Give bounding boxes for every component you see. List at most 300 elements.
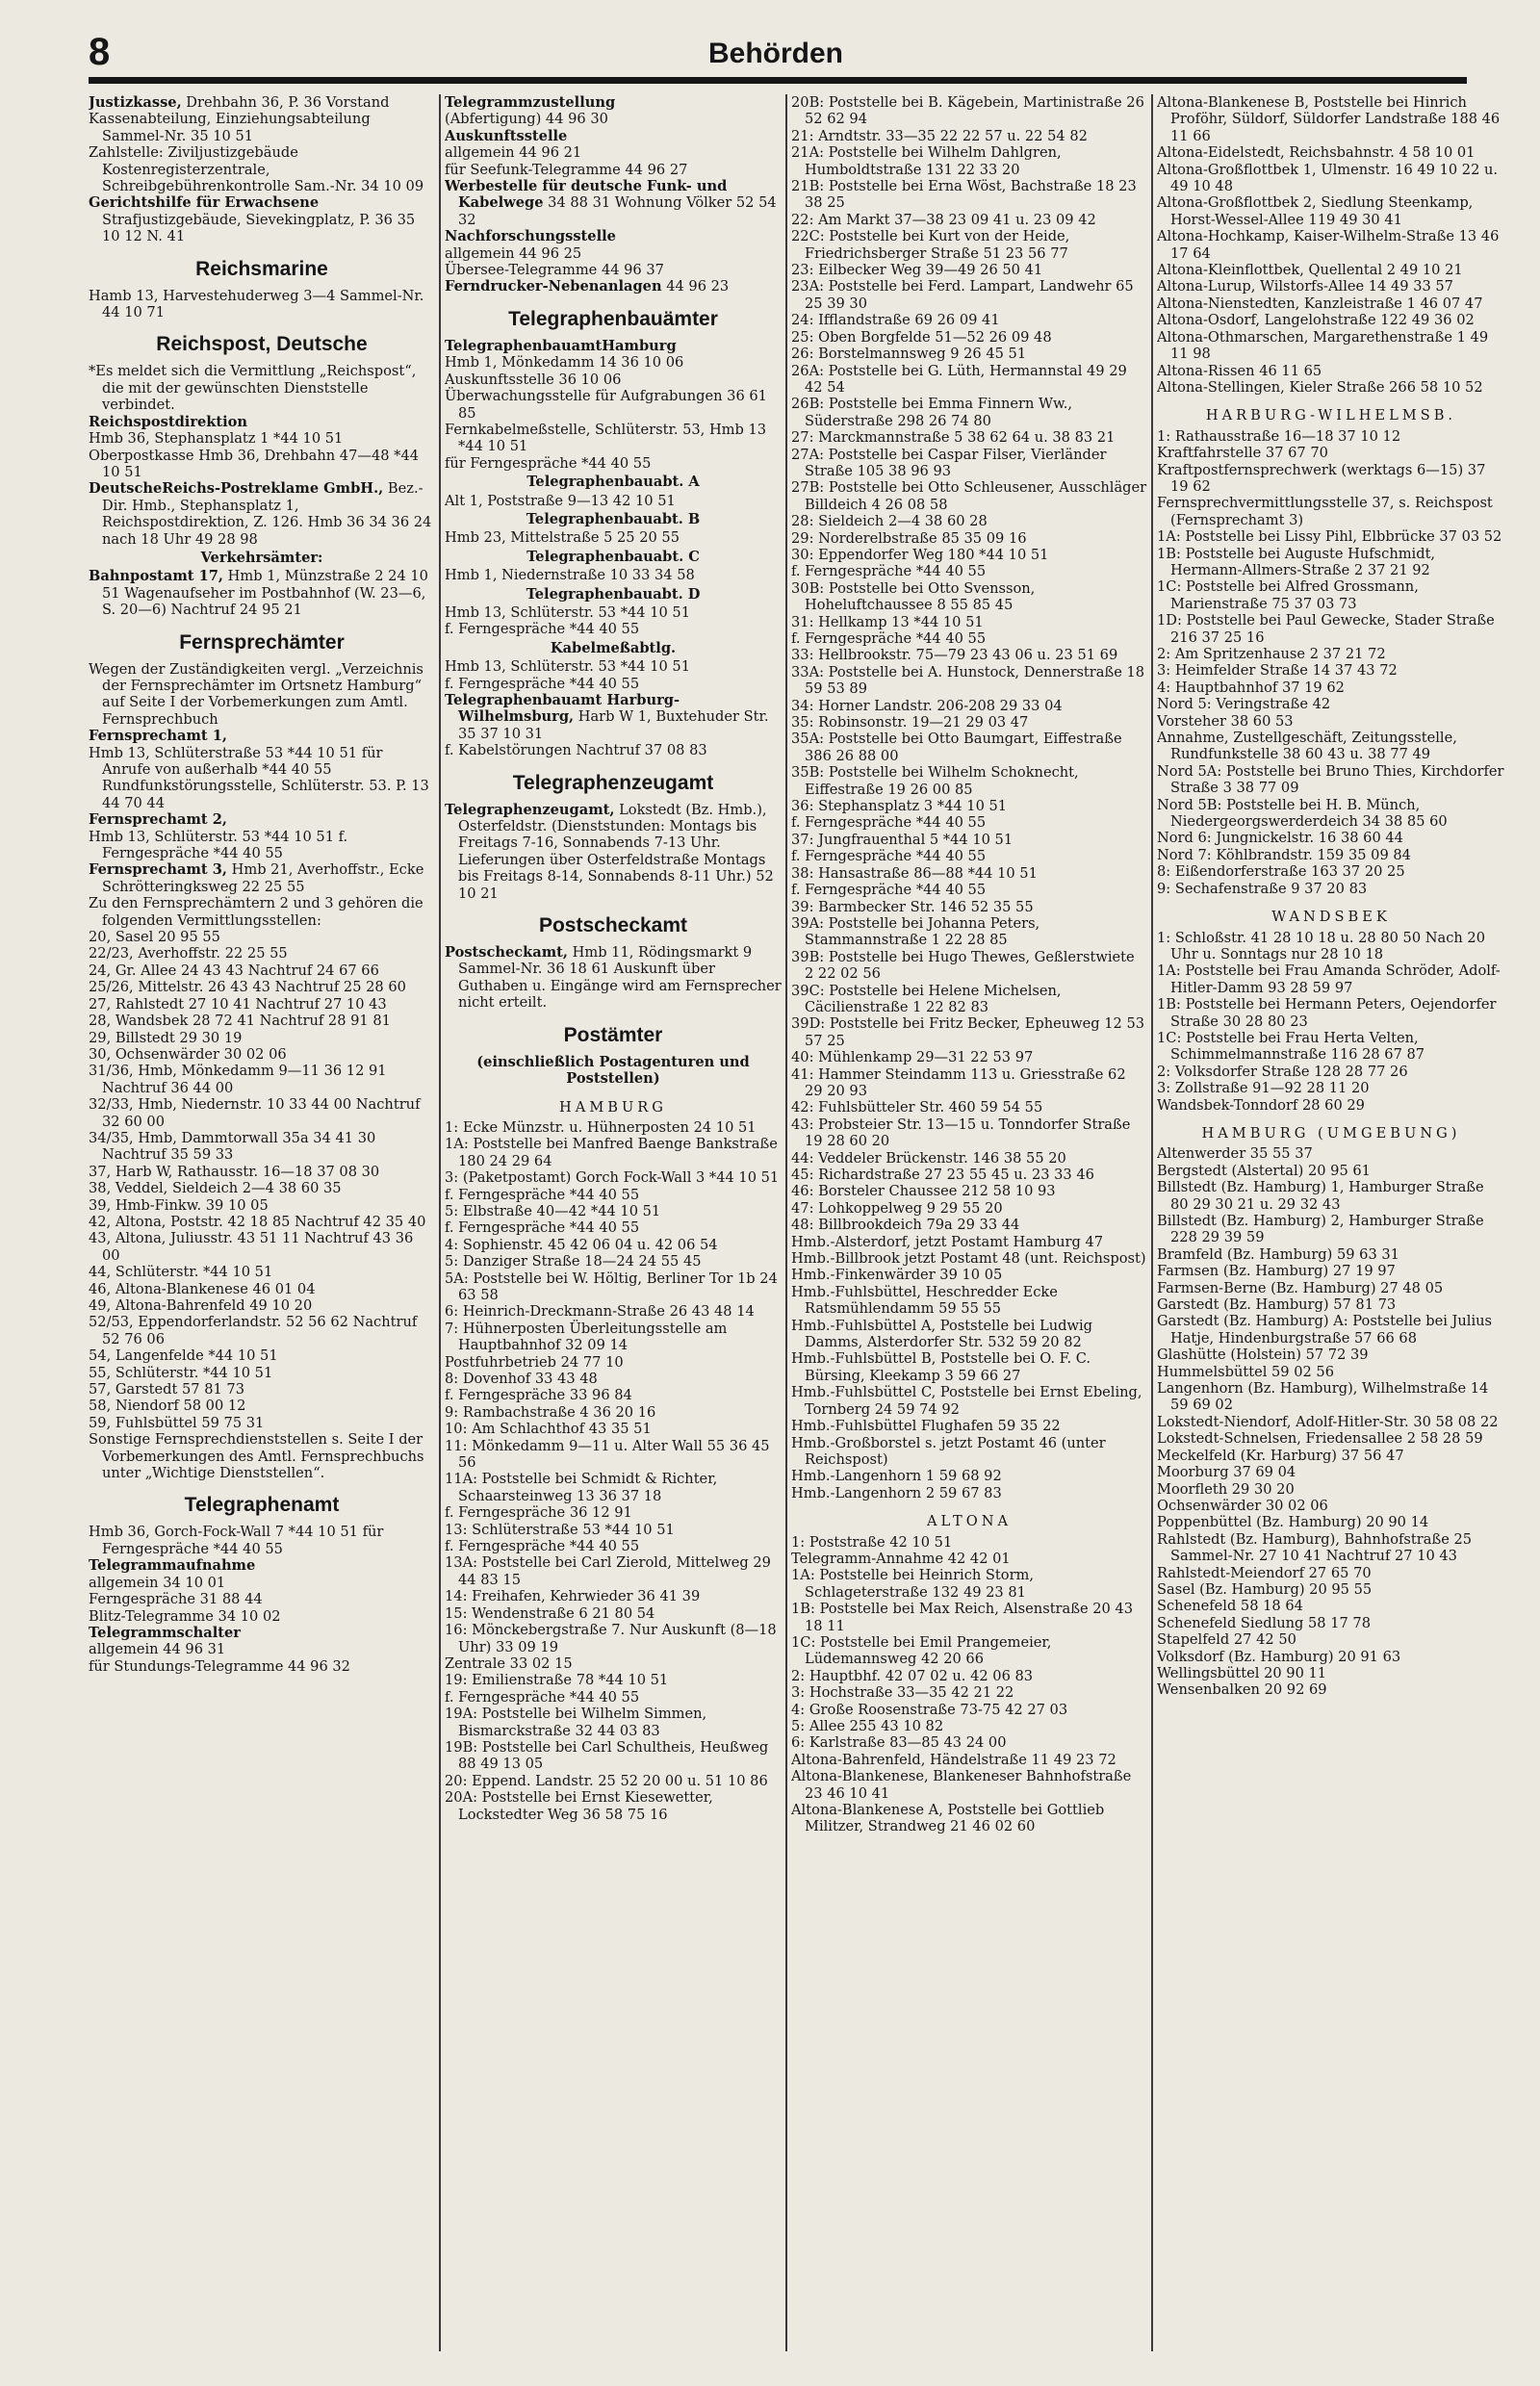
directory-entry	[1157, 830, 1505, 846]
directory-entry	[791, 580, 1147, 614]
directory-entry	[445, 1438, 782, 1472]
directory-entry	[89, 1013, 435, 1029]
directory-entry	[1157, 1649, 1505, 1665]
entry-text: *Es meldet sich die Vermittlung „Reichspost“, die mit der gewünschten Dienststelle verbindet.	[89, 363, 417, 414]
directory-entry	[791, 1234, 1147, 1250]
entry-text: Nord 5: Veringstraße 42	[1157, 696, 1331, 713]
directory-entry	[445, 178, 782, 228]
entry-text: Kraftfahrstelle 37 67 70	[1157, 445, 1328, 462]
directory-entry	[791, 513, 1147, 529]
directory-entry	[791, 563, 1147, 579]
directory-entry	[445, 338, 782, 354]
entry-text: f. Ferngespräche *44 40 55	[791, 563, 987, 580]
subheading: Telegraphenbauabt. A	[526, 474, 700, 491]
directory-entry	[1157, 730, 1505, 763]
entry-text: allgemein 34 10 01	[89, 1574, 226, 1591]
entry-text: Drehbahn 36, P. 36 Vorstand	[181, 94, 390, 111]
section-heading: Telegraphenzeugamt	[512, 771, 714, 794]
directory-entry	[89, 448, 435, 481]
directory-entry	[791, 1217, 1147, 1233]
directory-entry	[445, 692, 782, 742]
entry-text: Hmb 36, Stephansplatz 1 *44 10 51	[89, 430, 344, 448]
entry-text: 29: Norderelbstraße 85 35 09 16	[791, 529, 1027, 547]
entry-text: 1A: Poststelle bei Frau Amanda Schröder, Adolf-Hitler-Damm 93 28 59 97	[1157, 962, 1501, 996]
directory-entry	[89, 1046, 435, 1063]
entry-text: Hmb 36, Gorch-Fock-Wall 7 *44 10 51 für Ferngespräche *44 40 55	[89, 1524, 384, 1557]
entry-text: Altona-Blankenese A, Poststelle bei Gottlieb Militzer, Strandweg 21 46 02 60	[791, 1802, 1105, 1835]
directory-entry	[445, 1655, 782, 1672]
directory-entry	[445, 1253, 782, 1270]
directory-entry	[1157, 847, 1505, 863]
entry-text: 4: Sophienstr. 45 42 06 04 u. 42 06 54	[445, 1236, 718, 1253]
directory-entry	[791, 798, 1147, 814]
directory-entry	[1157, 1631, 1505, 1648]
directory-entry	[445, 1303, 782, 1320]
entry-text: Billstedt (Bz. Hamburg) 1, Hamburger Straße 80 29 30 21 u. 29 32 43	[1157, 1179, 1484, 1213]
entry-text: 30B: Poststelle bei Otto Svensson, Hoheluftchaussee 8 55 85 45	[791, 579, 1036, 614]
directory-entry	[1157, 262, 1505, 278]
entry-text: 1C: Poststelle bei Emil Prangemeier, Lüdemannsweg 42 20 66	[791, 1633, 1052, 1668]
directory-entry	[791, 764, 1147, 798]
directory-entry	[1157, 144, 1505, 161]
directory-entry	[445, 1203, 782, 1219]
directory-entry	[445, 388, 782, 422]
directory-entry	[89, 895, 435, 929]
directory-entry	[445, 128, 782, 144]
entry-text: 7: Hühnerposten Überleitungsstelle am Hauptbahnhof 32 09 14	[445, 1320, 728, 1354]
directory-entry	[791, 1267, 1147, 1283]
entry-text: f. Ferngespräche 36 12 91	[445, 1504, 632, 1522]
entry-text: Annahme, Zustellgeschäft, Zeitungsstelle, Rundfunkstelle 38 60 43 u. 38 77 49	[1157, 730, 1457, 763]
directory-entry	[1157, 1514, 1505, 1530]
directory-entry	[89, 1557, 435, 1574]
directory-entry	[791, 731, 1147, 764]
directory-entry	[1157, 462, 1505, 496]
entry-text: 1A: Poststelle bei Heinrich Storm, Schlageterstraße 132 49 23 81	[791, 1567, 1035, 1601]
directory-entry	[791, 447, 1147, 480]
header-rule	[89, 77, 1467, 84]
directory-entry	[1157, 863, 1505, 880]
entry-text: f. Ferngespräche *44 40 55	[791, 814, 987, 832]
entry-text: Nord 7: Köhlbrandstr. 159 35 09 84	[1157, 846, 1411, 863]
page-header	[89, 29, 1463, 75]
entry-text: 19A: Poststelle bei Wilhelm Simmen, Bismarckstraße 32 44 03 83	[445, 1706, 707, 1739]
page-title: Behörden	[707, 38, 843, 69]
entry-name: Telegraphenzeugamt,	[445, 801, 615, 818]
entry-text: 47: Lohkoppelweg 9 29 55 20	[791, 1199, 1003, 1217]
entry-text: Altona-Großflottbek 2, Siedlung Steenkamp, Horst-Wessel-Allee 119 49 30 41	[1157, 194, 1474, 228]
directory-entry	[1157, 228, 1505, 262]
directory-entry	[791, 915, 1147, 949]
directory-entry	[89, 1096, 435, 1130]
entry-text: Zu den Fernsprechämtern 2 und 3 gehören die folgenden Vermittlungsstellen:	[89, 895, 424, 929]
entry-text: Altona-Hochkamp, Kaiser-Wilhelm-Straße 13 46 17 64	[1157, 228, 1500, 262]
entry-text: Fernsprechvermittlungsstelle 37, s. Reichspost (Fernsprechamt 3)	[1157, 495, 1493, 528]
entry-text: 2: Volksdorfer Straße 128 28 77 26	[1157, 1063, 1408, 1080]
entry-text: 28, Wandsbek 28 72 41 Nachtruf 28 91 81	[89, 1013, 391, 1030]
entry-text: 4: Hauptbahnhof 37 19 62	[1157, 679, 1345, 696]
directory-entry	[445, 422, 782, 455]
directory-entry	[791, 983, 1147, 1016]
directory-entry	[89, 1415, 435, 1431]
entry-text: 13A: Poststelle bei Carl Zierold, Mittelweg 29 44 83 15	[445, 1554, 771, 1588]
directory-entry	[791, 882, 1147, 898]
entry-name: Fernsprechamt 2,	[89, 811, 227, 829]
entry-text: 48: Billbrookdeich 79a 29 33 44	[791, 1217, 1020, 1234]
directory-entry	[445, 455, 782, 472]
directory-entry	[445, 1119, 782, 1136]
directory-entry	[1157, 1448, 1505, 1464]
entry-text: 35A: Poststelle bei Otto Baumgart, Eiffestraße 386 26 88 00	[791, 731, 1122, 764]
entry-text: Altona-Großflottbek 1, Ulmenstr. 16 49 10 22 u. 49 10 48	[1157, 161, 1499, 195]
directory-entry	[791, 1534, 1147, 1551]
entry-text: 20A: Poststelle bei Ernst Kiesewetter, Lockstedter Weg 36 58 75 16	[445, 1789, 713, 1823]
entry-text: Altona-Othmarschen, Margarethenstraße 1 49 11 98	[1157, 328, 1489, 363]
directory-entry	[791, 94, 1147, 128]
directory-entry	[89, 745, 435, 812]
entry-text: 35B: Poststelle bei Wilhelm Schoknecht, Eiffestraße 19 26 00 85	[791, 764, 1079, 798]
directory-entry	[791, 128, 1147, 144]
directory-entry	[445, 1522, 782, 1538]
entry-text: Strafjustizgebäude, Sievekingplatz, P. 36 35 10 12 N. 41	[102, 211, 416, 245]
entry-text: 1B: Poststelle bei Hermann Peters, Oejendorfer Straße 30 28 80 23	[1157, 996, 1497, 1030]
directory-entry	[89, 945, 435, 962]
directory-entry	[89, 1398, 435, 1414]
directory-entry	[1157, 295, 1505, 312]
entry-name: TelegraphenbauamtHamburg	[445, 337, 677, 354]
entry-text: Schenefeld 58 18 64	[1157, 1598, 1303, 1615]
directory-entry	[445, 529, 782, 546]
directory-entry	[445, 1689, 782, 1706]
directory-entry	[1157, 680, 1505, 696]
entry-text: Bramfeld (Bz. Hamburg) 59 63 31	[1157, 1245, 1399, 1263]
entry-text: Harb W 1, Buxtehuder Str. 35 37 10 31	[458, 708, 769, 742]
directory-entry	[445, 1538, 782, 1554]
entry-text: Bergstedt (Alstertal) 20 95 61	[1157, 1162, 1371, 1179]
entry-text: 39A: Poststelle bei Johanna Peters, Stammannstraße 1 22 28 85	[791, 914, 1040, 949]
entry-text: f. Ferngespräche *44 40 55	[445, 1186, 640, 1203]
entry-text: Hummelsbüttel 59 02 56	[1157, 1363, 1334, 1380]
entry-text: 26A: Poststelle bei G. Lüth, Hermannstal 49 29 42 54	[791, 362, 1127, 396]
entry-text: 33A: Poststelle bei A. Hunstock, Dennerstraße 18 59 53 89	[791, 663, 1145, 698]
entry-text: 10: Am Schlachthof 43 35 51	[445, 1421, 652, 1438]
entry-text: f. Ferngespräche *44 40 55	[791, 630, 987, 647]
entry-text: 1B: Poststelle bei Auguste Hufschmidt, Hermann-Allmers-Straße 2 37 21 92	[1157, 545, 1436, 578]
entry-text: Langenhorn (Bz. Hamburg), Wilhelmstraße 14 59 69 02	[1157, 1380, 1489, 1414]
entry-text: Hmb.-Langenhorn 1 59 68 92	[791, 1468, 1002, 1485]
directory-entry	[89, 811, 435, 828]
entry-text: Sonstige Fernsprechdienststellen s. Seite I der Vorbemerkungen des Amtl. Fernsprechbuchs unter „Wichtige Dienststellen“.	[89, 1431, 424, 1482]
entry-text: 58, Niendorf 58 00 12	[89, 1398, 246, 1415]
entry-name: Auskunftsstelle	[445, 127, 568, 144]
entry-text: 33: Hellbrookstr. 75—79 23 43 06 u. 23 51 69	[791, 647, 1118, 664]
entry-text: Ochsenwärder 30 02 06	[1157, 1497, 1328, 1514]
directory-entry	[89, 1431, 435, 1481]
directory-entry	[89, 1264, 435, 1280]
directory-entry	[1157, 1080, 1505, 1096]
section-heading: Reichspost, Deutsche	[156, 333, 368, 356]
entry-text: f. Ferngespräche *44 40 55	[445, 621, 640, 638]
directory-entry	[89, 1180, 435, 1196]
directory-entry	[1157, 428, 1505, 445]
directory-entry	[89, 1214, 435, 1230]
entry-text: für Seefunk-Telegramme 44 96 27	[445, 161, 688, 178]
entry-text: 27A: Poststelle bei Caspar Filser, Vierländer Straße 105 38 96 93	[791, 446, 1107, 479]
directory-entry	[791, 1284, 1147, 1318]
directory-entry	[791, 614, 1147, 630]
entry-name: Justizkasse,	[89, 94, 182, 111]
entry-text: für Ferngespräche *44 40 55	[445, 454, 652, 472]
directory-entry	[445, 1136, 782, 1169]
directory-entry	[791, 1099, 1147, 1116]
entry-text: 35: Robinsonstr. 19—21 29 03 47	[791, 714, 1029, 731]
entry-text: Hmb.-Fuhlsbüttel A, Poststelle bei Ludwig Damms, Alsterdorfer Str. 532 59 20 82	[791, 1317, 1092, 1351]
directory-entry	[89, 1281, 435, 1297]
entry-text: Auskunftsstelle 36 10 06	[445, 371, 622, 388]
directory-entry	[791, 1435, 1147, 1469]
entry-text: Hmb.-Fuhlsbüttel, Heschredder Ecke Ratsmühlendamm 59 55 55	[791, 1283, 1058, 1318]
entry-text: 9: Rambachstraße 4 36 20 16	[445, 1403, 656, 1421]
entry-text: 24, Gr. Allee 24 43 43 Nachtruf 24 67 66	[89, 962, 379, 979]
entry-text: 9: Sechafenstraße 9 37 20 83	[1157, 880, 1368, 897]
column-1	[89, 94, 435, 2366]
directory-entry	[445, 1354, 782, 1371]
entry-text: 22C: Poststelle bei Kurt von der Heide, Friedrichsberger Straße 51 23 56 77	[791, 228, 1070, 262]
entry-text: Altona-Osdorf, Langelohstraße 122 49 36 02	[1157, 312, 1475, 329]
entry-text: 44, Schlüterstr. *44 10 51	[89, 1264, 273, 1281]
subheading: Kabelmeßabtlg.	[550, 639, 677, 656]
entry-text: 39: Barmbecker Str. 146 52 35 55	[791, 898, 1034, 915]
entry-text: 2: Hauptbhf. 42 07 02 u. 42 06 83	[791, 1667, 1034, 1684]
directory-entry	[791, 647, 1147, 663]
directory-entry	[791, 1350, 1147, 1384]
entry-text: 15: Wendenstraße 6 21 80 54	[445, 1604, 655, 1622]
subheading: (einschließlich Postagenturen und Poststellen)	[476, 1053, 750, 1088]
entry-text: Fernkabelmeßstelle, Schlüterstr. 53, Hmb 13 *44 10 51	[445, 421, 767, 455]
directory-entry	[1157, 930, 1505, 963]
entry-text: 46: Borsteler Chaussee 212 58 10 93	[791, 1183, 1056, 1200]
directory-entry	[445, 1471, 782, 1504]
directory-entry	[1157, 1030, 1505, 1064]
entry-text: allgemein 44 96 25	[445, 244, 582, 262]
entry-text: Hmb 21, Averhoffstr., Ecke Schrötteringksweg 22 25 55	[102, 861, 424, 895]
directory-entry	[445, 944, 782, 1012]
entry-text: 1C: Poststelle bei Frau Herta Velten, Schimmelmannstraße 116 28 67 87	[1157, 1029, 1425, 1064]
entry-text: Bez.-Dir. Hmb., Stephansplatz 1, Reichspostdirektion, Z. 126. Hmb 36 34 36 24 nach 18 Uhr 49 28 98	[102, 480, 432, 548]
entry-text: Nord 5A: Poststelle bei Bruno Thies, Kirchdorfer Straße 3 38 77 09	[1157, 762, 1504, 797]
entry-text: Altona-Eidelstedt, Reichsbahnstr. 4 58 10 01	[1157, 144, 1476, 162]
entry-name: Telegrammzustellung	[445, 94, 616, 111]
entry-name: Reichspostdirektion	[89, 413, 248, 430]
directory-entry	[445, 1371, 782, 1387]
entry-name: Werbestelle für deutsche Funk- und Kabelwege	[445, 178, 728, 212]
entry-text: 22: Am Markt 37—38 23 09 41 u. 23 09 42	[791, 211, 1096, 228]
entry-text: Farmsen-Berne (Bz. Hamburg) 27 48 05	[1157, 1279, 1444, 1296]
entry-text: Altona-Kleinflottbek, Quellental 2 49 10 21	[1157, 262, 1463, 279]
entry-text: 43: Probsteier Str. 13—15 u. Tonndorfer Straße 19 28 60 20	[791, 1116, 1131, 1150]
directory-entry	[89, 1030, 435, 1046]
directory-entry	[445, 1237, 782, 1253]
entry-text: Volksdorf (Bz. Hamburg) 20 91 63	[1157, 1648, 1401, 1665]
directory-entry	[89, 363, 435, 413]
entry-text: 11: Mönkedamm 9—11 u. Alter Wall 55 36 45 56	[445, 1437, 770, 1472]
directory-entry	[1157, 1347, 1505, 1363]
entry-text: 20, Sasel 20 95 55	[89, 929, 220, 946]
entry-text: Poppenbüttel (Bz. Hamburg) 20 90 14	[1157, 1514, 1429, 1531]
directory-entry	[445, 621, 782, 637]
entry-text: Stapelfeld 27 42 50	[1157, 1631, 1296, 1649]
directory-entry	[445, 802, 782, 902]
directory-entry	[1157, 94, 1505, 144]
directory-entry	[445, 1421, 782, 1437]
directory-entry	[445, 354, 782, 371]
directory-entry	[89, 1365, 435, 1381]
directory-entry	[791, 1384, 1147, 1418]
entry-name: Telegrammaufnahme	[89, 1557, 256, 1575]
directory-entry	[1157, 379, 1505, 396]
directory-entry	[791, 1250, 1147, 1267]
entry-text: 52/53, Eppendorferlandstr. 52 56 62 Nachtruf 52 76 06	[89, 1314, 418, 1347]
directory-entry	[791, 1601, 1147, 1634]
entry-text: Glashütte (Holstein) 57 72 39	[1157, 1347, 1369, 1364]
directory-entry	[445, 1504, 782, 1521]
subheading: Telegraphenbauabt. B	[526, 510, 701, 527]
entry-text: 11A: Poststelle bei Schmidt & Richter, Schaarsteinweg 13 36 37 18	[445, 1471, 718, 1504]
entry-text: 39B: Poststelle bei Hugo Thewes, Geßlerstwiete 2 22 02 56	[791, 948, 1135, 983]
entry-text: 34: Horner Landstr. 206-208 29 33 04	[791, 697, 1063, 714]
column-3	[791, 94, 1147, 2366]
entry-text: 3: Zollstraße 91—92 28 11 20	[1157, 1080, 1370, 1097]
entry-text: 49, Altona-Bahrenfeld 49 10 20	[89, 1297, 313, 1314]
directory-entry	[791, 178, 1147, 212]
directory-entry	[89, 111, 435, 144]
entry-text: 34 88 31 Wohnung Völker 52 54 32	[458, 194, 777, 228]
directory-entry	[1157, 1430, 1505, 1447]
entry-text: 21A: Poststelle bei Wilhelm Dahlgren, Humboldtstraße 131 22 33 20	[791, 144, 1062, 178]
entry-text: 37, Harb W, Rathausstr. 16—18 37 08 30	[89, 1163, 380, 1180]
directory-entry	[1157, 162, 1505, 195]
entry-text: 8: Dovenhof 33 43 48	[445, 1371, 598, 1387]
directory-entry	[1157, 1481, 1505, 1498]
entry-text: Hmb 1, Münzstraße 2 24 10 51 Wagenaufseher im Postbahnhof (W. 23—6, S. 20—6) Nachtruf 24 95 21	[102, 568, 428, 619]
entry-text: Hmb 13, Schlüterstr. 53 *44 10 51	[445, 658, 691, 676]
directory-entry	[791, 848, 1147, 864]
entry-text: Ferngespräche 31 88 44	[89, 1591, 263, 1608]
entry-name: Fernsprechamt 1,	[89, 728, 227, 745]
entry-text: 59, Fuhlsbüttel 59 75 31	[89, 1414, 265, 1431]
entry-text: Altenwerder 35 55 37	[1157, 1145, 1313, 1163]
section-heading: Telegraphenbauämter	[508, 307, 718, 330]
entry-text: Überwachungsstelle für Aufgrabungen 36 61 85	[445, 388, 767, 422]
entry-text: 29, Billstedt 29 30 19	[89, 1029, 243, 1046]
directory-entry	[1157, 194, 1505, 228]
directory-entry	[1157, 1414, 1505, 1430]
directory-entry	[445, 604, 782, 621]
entry-text: für Stundungs-Telegramme 44 96 32	[89, 1657, 350, 1675]
directory-entry	[791, 1468, 1147, 1484]
entry-text: 1A: Poststelle bei Lissy Pihl, Elbbrücke 37 03 52	[1157, 528, 1502, 546]
directory-entry	[89, 728, 435, 744]
entry-text: 1C: Poststelle bei Alfred Grossmann, Marienstraße 75 37 03 73	[1157, 578, 1419, 612]
directory-entry	[1157, 1213, 1505, 1246]
entry-text: f. Ferngespräche 33 96 84	[445, 1387, 632, 1404]
directory-entry	[89, 430, 435, 447]
entry-text: Alt 1, Poststraße 9—13 42 10 51	[445, 492, 676, 509]
directory-entry	[791, 363, 1147, 397]
directory-entry	[791, 1668, 1147, 1684]
entry-text: f. Kabelstörungen Nachtruf 37 08 83	[445, 742, 707, 759]
entry-text: Garstedt (Bz. Hamburg) 57 81 73	[1157, 1296, 1397, 1314]
directory-entry	[791, 429, 1147, 446]
directory-entry	[1157, 763, 1505, 797]
directory-entry	[1157, 578, 1505, 612]
column-divider	[439, 94, 441, 2351]
entry-text: Hmb 13, Schlüterstr. 53 *44 10 51 f. Ferngespräche *44 40 55	[89, 828, 348, 862]
entry-text: Übersee-Telegramme 44 96 37	[445, 262, 664, 279]
directory-entry	[89, 1608, 435, 1625]
entry-name: Ferndrucker-Nebenanlagen	[445, 278, 662, 295]
directory-entry	[1157, 546, 1505, 579]
directory-entry	[791, 1684, 1147, 1701]
entry-text: 42, Altona, Poststr. 42 18 85 Nachtruf 42 35 40	[89, 1213, 426, 1230]
entry-text: 54, Langenfelde *44 10 51	[89, 1347, 278, 1365]
entry-text: 30, Ochsenwärder 30 02 06	[89, 1045, 287, 1063]
directory-entry	[89, 1297, 435, 1314]
entry-text: Telegramm-Annahme 42 42 01	[791, 1550, 1011, 1567]
directory-entry	[445, 1187, 782, 1203]
directory-entry	[89, 1230, 435, 1264]
directory-entry	[1157, 1145, 1505, 1162]
entry-text: Lokstedt-Niendorf, Adolf-Hitler-Str. 30 58 08 22	[1157, 1413, 1499, 1430]
directory-entry	[89, 861, 435, 895]
entry-text: 26: Borstelmannsweg 9 26 45 51	[791, 346, 1027, 363]
entry-text: 21B: Poststelle bei Erna Wöst, Bachstraße 18 23 38 25	[791, 178, 1137, 212]
directory-entry	[89, 1591, 435, 1607]
entry-text: Kassenabteilung, Einziehungsabteilung Sammel-Nr. 35 10 51	[89, 111, 371, 144]
directory-entry	[89, 829, 435, 862]
region-heading: HAMBURG (UMGEBUNG)	[1201, 1124, 1461, 1142]
entry-text: 5: Elbstraße 40—42 *44 10 51	[445, 1202, 661, 1219]
entry-text: 6: Karlstraße 83—85 43 24 00	[791, 1734, 1007, 1752]
subheading: Telegraphenbauabt. C	[526, 548, 700, 565]
directory-entry	[445, 1622, 782, 1655]
entry-text: 3: (Paketpostamt) Gorch Fock-Wall 3 *44 10 51	[445, 1169, 780, 1187]
directory-entry	[791, 698, 1147, 714]
directory-entry	[1157, 1097, 1505, 1114]
entry-name: DeutscheReichs-Postreklame GmbH.,	[89, 480, 384, 498]
directory-entry	[89, 1641, 435, 1657]
entry-name: Bahnpostamt 17,	[89, 568, 224, 585]
page-number: 8	[89, 31, 111, 73]
directory-entry	[89, 1314, 435, 1347]
entry-text: 37: Jungfrauenthal 5 *44 10 51	[791, 831, 1014, 848]
directory-entry	[791, 1318, 1147, 1351]
directory-entry	[445, 94, 782, 111]
directory-entry	[791, 1734, 1147, 1751]
directory-entry	[89, 568, 435, 618]
entry-text: Hmb.-Fuhlsbüttel C, Poststelle bei Ernst Ebeling, Tornberg 24 59 74 92	[791, 1384, 1142, 1418]
directory-entry	[791, 865, 1147, 882]
entry-text: 44: Veddeler Brückenstr. 146 38 55 20	[791, 1149, 1066, 1167]
directory-entry	[1157, 278, 1505, 295]
directory-entry	[791, 1200, 1147, 1217]
directory-entry	[445, 262, 782, 278]
entry-text: allgemein 44 96 21	[445, 144, 582, 162]
region-heading: ALTONA	[926, 1513, 1013, 1530]
directory-entry	[89, 1625, 435, 1641]
entry-text: 30: Eppendorfer Weg 180 *44 10 51	[791, 546, 1049, 563]
directory-entry	[89, 480, 435, 548]
